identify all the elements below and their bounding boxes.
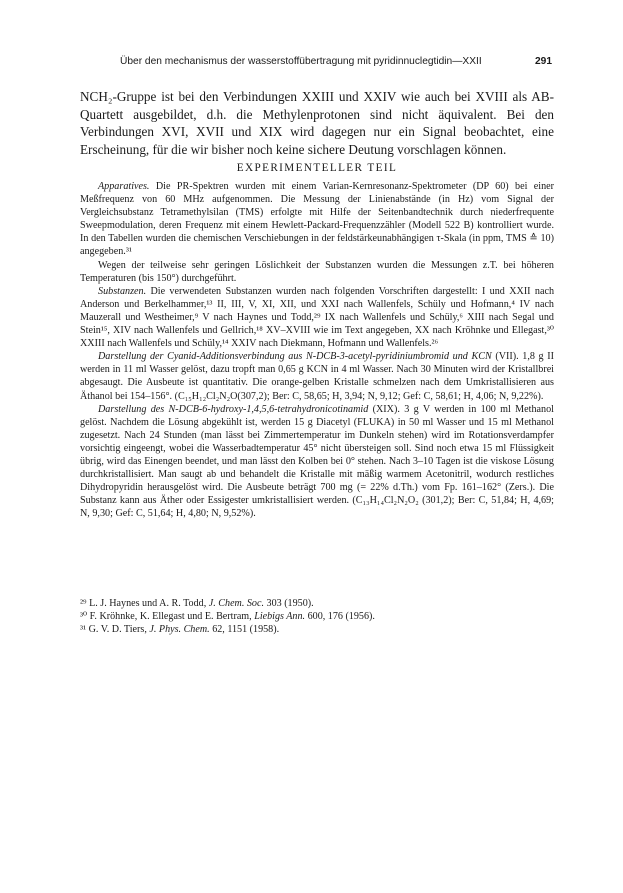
footnote-journal: J. Chem. Soc. xyxy=(208,598,264,609)
footnote-31 xyxy=(80,623,554,636)
paragraph-hydroxy-tetrahydro xyxy=(80,403,554,521)
lead-paragraph: NCH₂-Gruppe ist bei den Verbindungen XXIII und XXIV wie auch bei XVIII als AB-Quartett ausgebildet, d.h. die Methylenprotonen sind nicht äquivalent. Bei den Verbindungen XVI, XVII und XIX wird dagegen nur ein Signal beobachtet, eine Erscheinung, für die wir bisher noch keine sichere Deutung vorschlagen können. xyxy=(80,89,554,157)
paragraph-label: Darstellung der Cyanid-Additionsverbindung aus N-DCB-3-acetyl-pyridiniumbromid und KCN xyxy=(98,351,492,363)
paragraph-text: Die verwendeten Substanzen wurden nach folgenden Vorschriften dargestellt: I und XXII nach Anderson und Berkelhammer,¹³ II, III, V, XI, XII, und XXI nach Wallenfels, Schüly und Hofmann,⁴ IV nach Mauzerall und Westheimer,⁹ V nach Haynes und Todd,²⁹ IX nach Wallenfels und Schüly,⁶ XIII nach Segal und Stein¹⁵, XIV nach Wallenfels und Gellrich,¹⁸ XV–XVIII wie im Text angegeben, XX nach Kröhnke und Ellegast,³⁰ XXIII nach Wallenfels und Schüly,¹⁴ XXIV nach Diekmann, Hofmann und Wallenfels.²⁶ xyxy=(80,285,555,350)
paragraph-label: Apparatives. xyxy=(98,181,150,192)
running-title: Über den mechanismus der wasserstoffübertragung mit pyridinnuclegtidin—XXII xyxy=(120,56,482,67)
paragraph-text: Wegen der teilweise sehr geringen Löslichkeit der Substanzen wurden die Messungen z.T. bei höheren Temperaturen (bis 150°) durchgeführt. xyxy=(80,259,554,284)
paragraph-substanzen xyxy=(80,285,554,350)
footnote-authors: G. V. D. Tiers, xyxy=(88,624,147,636)
footnote-journal: J. Phys. Chem. xyxy=(149,624,210,636)
footnote-mark: ³⁰ xyxy=(80,611,88,623)
footnote-authors: L. J. Haynes und A. R. Todd, xyxy=(89,598,207,609)
footnote-authors: F. Kröhnke, K. Ellegast und E. Bertram, xyxy=(89,611,252,623)
paragraph-apparatives xyxy=(80,180,554,259)
paragraph-text: Die PR-Spektren wurden mit einem Varian-Kernresonanz-Spektrometer (DP 60) bei einer Meßfrequenz von 60 MHz aufgenommen. Die Messung der Linienabstände (in Hz) vom Signal der Vergleichsubstanz Tetramethylsilan (TMS) erfolgte mit Hilfe der Seitenbandtechnik durch niederfrequente Sweepmodulation, deren Frequenz mit einem Hewlett-Packard-Frequenzzähler (Modell 522 B) kontrolliert wurde. In den Tabellen wurden die chemischen Verschiebungen in der feldstärkeunabhängigen τ-Skala (in ppm, TMS ≙ 10) angegeben.³¹ xyxy=(80,181,555,258)
body-text xyxy=(80,180,554,520)
paragraph-label: Darstellung des N-DCB-6-hydroxy-1,4,5,6-tetrahydronicotinamid xyxy=(98,403,369,415)
footnote-ref: 62, 1151 (1958). xyxy=(212,624,280,636)
footnote-journal: Liebigs Ann. xyxy=(254,611,306,623)
footnote-30 xyxy=(80,610,554,623)
paragraph-label: Substanzen. xyxy=(98,285,147,297)
footnote-mark: ²⁹ xyxy=(80,598,87,609)
paragraph-text: (VII). 1,8 g II werden in 11 ml Wasser gelöst, dazu tropft man 0,65 g KCN in 4 ml Wasser. Nach 30 Minuten wird der Kristallbrei abgesaugt. Die Ausbeute ist quantitativ. Die orange-gelben Kristalle schmelzen nach dem Umkristallisieren aus Äthanol bei 154–156°. (C₁₅H₁₂Cl₂N₂O(307,2); Ber: C, 58,65; H, 3,94; N, 9,12; Gef: C, 58,61; H, 4,06; N, 9,22%). xyxy=(80,351,554,402)
footnotes xyxy=(80,597,554,637)
footnote-ref: 600, 176 (1956). xyxy=(307,611,375,623)
footnote-29 xyxy=(80,597,554,610)
footnote-mark: ³¹ xyxy=(80,624,87,636)
footnote-ref: 303 (1950). xyxy=(266,598,314,609)
page-number: 291 xyxy=(535,56,552,67)
section-heading: EXPERIMENTELLER TEIL xyxy=(236,162,398,174)
paragraph-cyanid-addition xyxy=(80,350,554,402)
paragraph-solubility xyxy=(80,259,554,285)
paragraph-text: (XIX). 3 g V werden in 100 ml Methanol gelöst. Nachdem die Lösung abgekühlt ist, werden 15 g Diacetyl (FLUKA) in 50 ml Wasser und 15 ml Methanol zugesetzt. Nach 24 Stunden (man lässt bei Zimmertemperatur im Dunkeln stehen) wird im Rotationsverdampfer vorsichtig eingeengt, wobei die Wasserbadtemperatur 45° nicht übersteigen soll. Sind noch etwa 15 ml Flüssigkeit übrig, wird das Einengen beendet, und man lässt den Kolben bei 0° stehen. Nach 3–10 Tagen ist die viskose Lösung durchkristallisiert. Man saugt ab und behandelt die Kristalle mit mäßig warmem Acetonitril, wodurch restliches Dihydropyridin herausgelöst wird. Die Ausbeute beträgt 700 mg (= 22% d.Th.) vom Fp. 161–162° (Zers.). Die Substanz kann aus Äther oder Essigester umkristallisiert werden. (C₁₃H₁₄Cl₂N₂O₂ (301,2); Ber: C, 51,84; H, 4,69; N, 9,30; Gef: C, 51,64; H, 4,80; N, 9,52%). xyxy=(80,403,554,520)
